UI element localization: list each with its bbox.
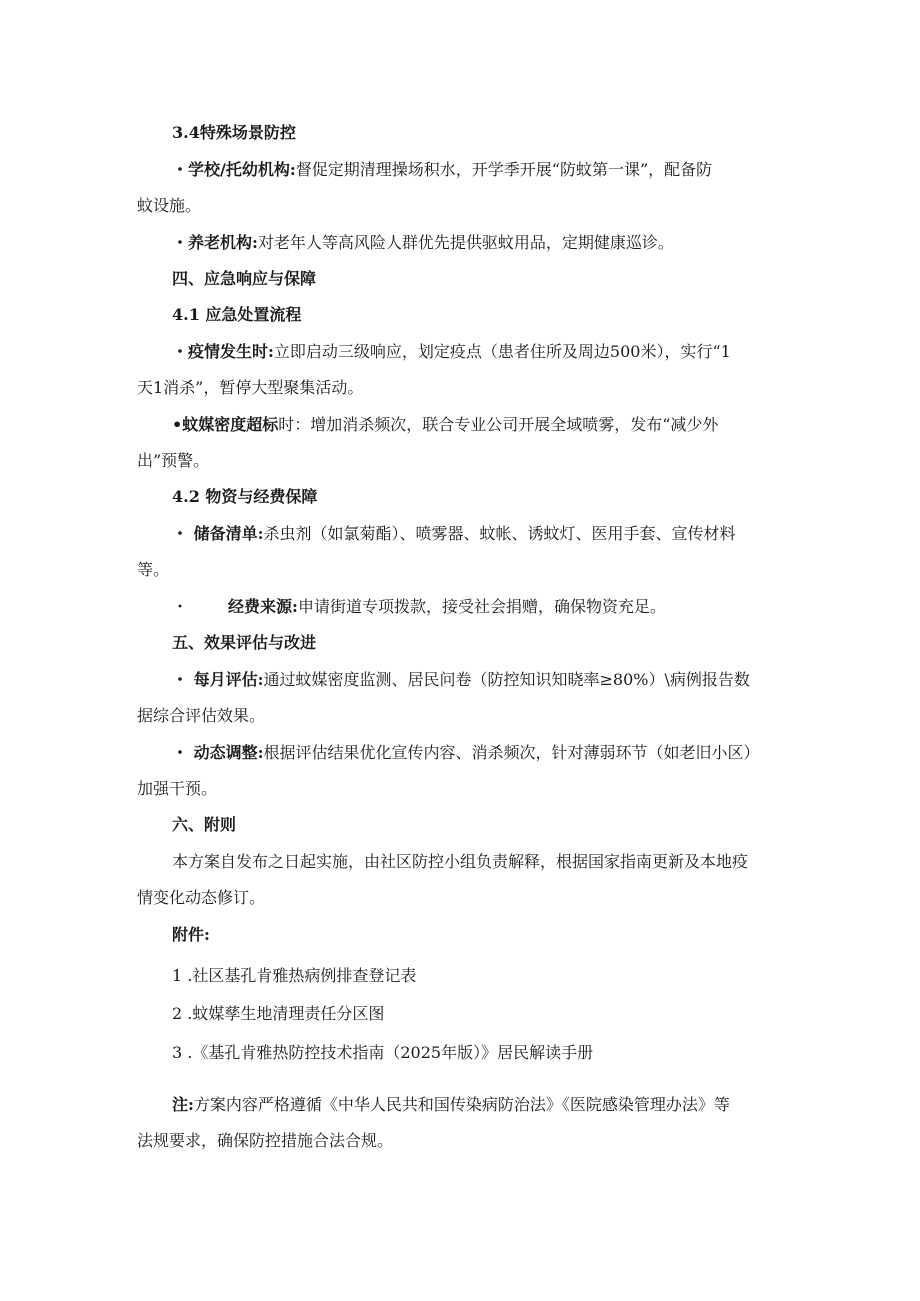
- adjust-text-cont: 加强干预。: [137, 779, 218, 798]
- elder-item: [172, 233, 832, 253]
- stock-text: 杀虫剂（如氯菊酯）、喷雾器、蚊帐、诱蚊灯、医用手套、宣传材料: [263, 524, 736, 543]
- adjust-item: [172, 743, 832, 763]
- fund-item: [172, 597, 832, 617]
- annex-text-cont: 情变化动态修订。: [137, 888, 266, 907]
- outbreak-item: [172, 342, 832, 362]
- density-item: [172, 415, 832, 435]
- fund-label: 经费来源:: [228, 597, 298, 616]
- adjust-text: 根据评估结果优化宣传内容、消杀频次，针对薄弱环节（如老旧小区）: [263, 743, 760, 762]
- school-item: [172, 160, 832, 180]
- section-5-title: 五、效果评估与改进: [172, 633, 317, 652]
- elder-label: ・养老机构:: [172, 233, 258, 252]
- fund-bullet: ・: [172, 597, 189, 616]
- adjust-label: ・ 动态调整:: [172, 743, 264, 762]
- attachments-title: 附件:: [172, 925, 210, 944]
- stock-text-cont: 等。: [137, 560, 170, 579]
- school-text-cont: 蚊设施。: [137, 196, 202, 215]
- section-6-title: 六、附则: [172, 815, 237, 834]
- note-label: 注:: [172, 1095, 194, 1114]
- school-label: ・学校/托幼机构:: [172, 160, 296, 179]
- density-text-cont: 出”预警。: [137, 451, 210, 470]
- note-text: 方案内容严格遵循《中华人民共和国传染病防治法》《医院感染管理办法》等: [193, 1095, 730, 1114]
- outbreak-text-cont: 天1消杀”，暂停大型聚集活动。: [137, 378, 364, 397]
- elder-text: 对老年人等高风险人群优先提供驱蚊用品，定期健康巡诊。: [257, 233, 674, 252]
- monthly-item: [172, 670, 832, 690]
- attachment-item-1: 1 .社区基孔肯雅热病例排查登记表: [172, 966, 417, 985]
- section-4-2-title: 4.2 物资与经费保障: [172, 487, 318, 506]
- fund-text: 申请街道专项拨款，接受社会捐赠，确保物资充足。: [297, 597, 666, 616]
- section-4-1-title: 4.1 应急处置流程: [172, 305, 302, 324]
- density-text: 时：增加消杀频次，联合专业公司开展全域喷雾，发布“减少外: [278, 415, 719, 434]
- stock-item: [172, 524, 832, 544]
- outbreak-text: 立即启动三级响应，划定疫点（患者住所及周边500米），实行“1: [273, 342, 731, 361]
- attachment-item-2: 2 .蚊媒孳生地清理责任分区图: [172, 1004, 385, 1023]
- monthly-text: 通过蚊媒密度监测、居民问卷（防控知识知晓率≥80%）\病例报告数: [263, 670, 750, 689]
- section-4-title: 四、应急响应与保障: [172, 269, 317, 288]
- school-text: 督促定期清理操场积水，开学季开展“防蚊第一课”，配备防: [295, 160, 713, 179]
- section-3-4-title: 3.4特殊场景防控: [172, 123, 296, 142]
- attachment-item-3: 3 .《基孔肯雅热防控技术指南（2025年版）》居民解读手册: [172, 1043, 594, 1062]
- annex-text: 本方案自发布之日起实施，由社区防控小组负责解释，根据国家指南更新及本地疫: [172, 852, 749, 871]
- note-text-cont: 法规要求，确保防控措施合法合规。: [137, 1131, 394, 1150]
- monthly-text-cont: 据综合评估效果。: [137, 706, 266, 725]
- density-label: •蚊媒密度超标: [172, 415, 279, 434]
- stock-label: ・ 储备清单:: [172, 524, 264, 543]
- outbreak-label: ・疫情发生时:: [172, 342, 274, 361]
- note-item: [172, 1095, 832, 1115]
- monthly-label: ・ 每月评估:: [172, 670, 264, 689]
